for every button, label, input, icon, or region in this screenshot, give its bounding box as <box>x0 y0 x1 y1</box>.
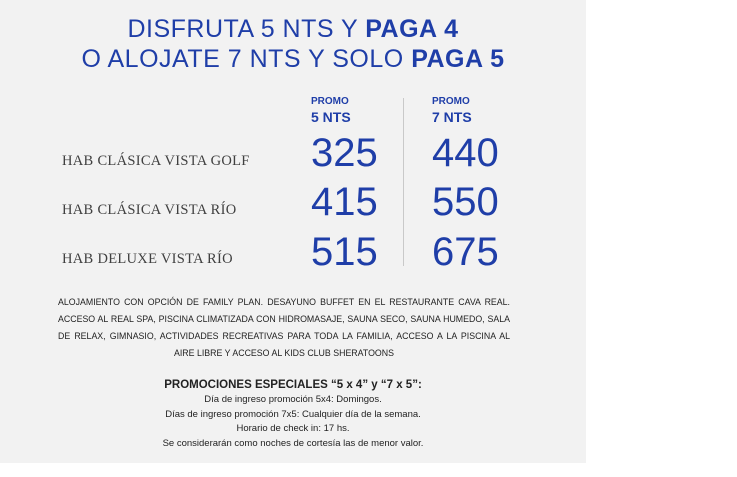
promotion-condition: Días de ingreso promoción 7x5: Cualquier día de la semana. <box>165 408 421 420</box>
promotion-condition: Día de ingreso promoción 5x4: Domingos. <box>204 394 382 405</box>
price-clasica-rio-5-nights: 415 <box>311 180 378 224</box>
price-clasica-golf-5-nights: 325 <box>311 131 378 175</box>
promotion-condition: Se considerarán como noches de cortesía las de menor valor. <box>162 437 424 449</box>
price-deluxe-rio-5-nights: 515 <box>311 230 378 274</box>
promotions-block <box>0 378 586 451</box>
promotion-condition: Horario de check in: 17 hs. <box>236 423 350 434</box>
column-header-promo-label: PROMO <box>311 96 349 107</box>
room-name-deluxe-rio: HAB DELUXE VISTA RÍO <box>62 251 233 267</box>
column-header-7-nights <box>432 95 472 126</box>
column-header-nights-label: 5 NTS <box>311 109 351 125</box>
headline-line-1 <box>0 14 586 44</box>
column-header-nights-label: 7 NTS <box>432 109 472 125</box>
room-name-clasica-rio: HAB CLÁSICA VISTA RÍO <box>62 202 237 218</box>
price-clasica-rio-7-nights: 550 <box>432 180 499 224</box>
column-divider <box>403 98 404 266</box>
headline-line-2-bold: PAGA 5 <box>411 45 505 73</box>
price-deluxe-rio-7-nights: 675 <box>432 230 499 274</box>
price-clasica-golf-7-nights: 440 <box>432 131 499 175</box>
headline-line-1-bold: PAGA 4 <box>365 15 459 43</box>
column-header-5-nights <box>311 95 351 126</box>
headline-line-2 <box>0 44 586 74</box>
promotions-title: PROMOCIONES ESPECIALES “5 x 4” y “7 x 5”: <box>164 379 422 391</box>
column-header-promo-label: PROMO <box>432 96 470 107</box>
room-name-clasica-golf: HAB CLÁSICA VISTA GOLF <box>62 153 250 169</box>
headline-line-1-regular: DISFRUTA 5 NTS Y <box>127 15 366 43</box>
amenities-description: ALOJAMIENTO CON OPCIÓN DE FAMILY PLAN. DESAYUNO BUFFET EN EL RESTAURANTE CAVA REAL. ACCESO AL REAL SPA, PISCINA CLIMATIZADA CON HIDROMASAJE, SAUNA SECO, SAUNA HUMEDO, SALA DE RELAX, GIMNASIO, ACTIVIDADES RECREATIVAS PARA TODA LA FAMILIA, ACCESO A LA PISCINA AL AIRE LIBRE Y ACCESO AL KIDS CLUB SHERATOONS <box>58 297 510 358</box>
headline-line-2-regular: O ALOJATE 7 NTS Y SOLO <box>81 45 412 73</box>
